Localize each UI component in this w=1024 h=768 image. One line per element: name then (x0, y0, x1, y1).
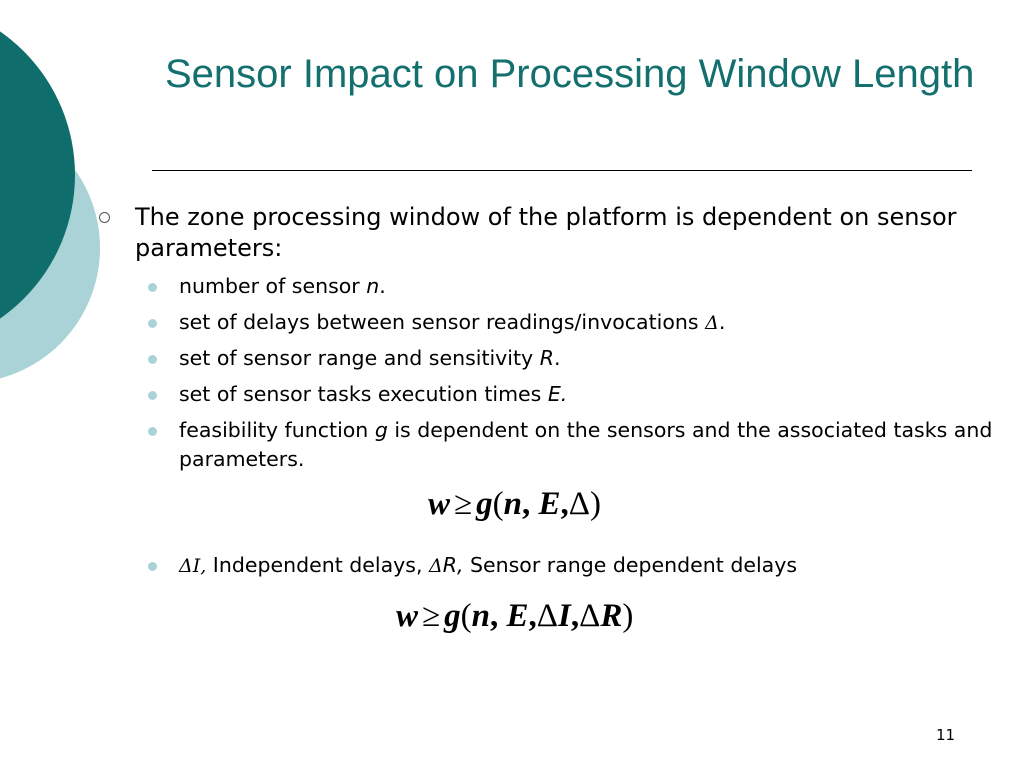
page-number: 11 (936, 726, 956, 744)
dot-bullet-icon (148, 283, 157, 292)
sub-bullet-sensor-count (179, 272, 1009, 301)
sub-bullet-delays (179, 308, 1009, 338)
eq-close-paren: ) (622, 598, 634, 634)
sub-bullet-end: . (379, 274, 386, 298)
variable-R: R (539, 346, 554, 370)
hollow-circle-bullet-icon (99, 212, 110, 223)
dot-bullet-icon (148, 391, 157, 400)
title-divider (152, 170, 972, 171)
sub-bullet-text: feasibility function (179, 418, 375, 442)
eq-geq: ≥ (422, 598, 441, 634)
sub-bullet-text: set of sensor tasks execution times (179, 382, 548, 406)
eq-var-w: w (396, 598, 419, 634)
eq-comma: , (490, 598, 499, 634)
eq-geq: ≥ (454, 486, 473, 522)
delta-I-symbol: ΔI, (179, 555, 207, 577)
slide-title: Sensor Impact on Processing Window Length (165, 52, 975, 96)
eq-open-paren: ( (492, 486, 504, 522)
eq-var-E: E (538, 486, 561, 522)
equation-1 (428, 484, 601, 524)
eq-comma: , (570, 598, 580, 634)
sub-bullet-text-cont: Sensor range dependent delays (463, 553, 798, 577)
main-bullet-text: The zone processing window of the platform is dependent on sensor parameters: (135, 203, 957, 262)
eq-open-paren: ( (460, 598, 472, 634)
sub-bullet-delay-types (179, 551, 1009, 581)
eq-delta: Δ (579, 598, 601, 634)
variable-R: R, (442, 553, 464, 577)
delta-symbol: Δ (428, 555, 443, 577)
dot-bullet-icon (148, 427, 157, 436)
eq-delta: Δ (536, 598, 558, 634)
dot-bullet-icon (148, 562, 157, 571)
eq-var-w: w (428, 486, 451, 522)
eq-close-paren: ) (590, 486, 601, 522)
sub-bullet-text: set of delays between sensor readings/invocations (179, 310, 706, 334)
eq-var-g: g (444, 598, 461, 634)
eq-delta: Δ (568, 486, 590, 522)
eq-var-g: g (476, 486, 493, 522)
sub-bullet-range (179, 344, 1009, 373)
eq-var-n: n (471, 598, 490, 634)
decorative-circles (0, 0, 110, 420)
dot-bullet-icon (148, 355, 157, 364)
sub-bullet-execution-times (179, 380, 1009, 409)
sub-bullet-text: set of sensor range and sensitivity (179, 346, 540, 370)
variable-n: n (366, 274, 380, 298)
sub-bullet-end: . (718, 310, 726, 334)
sub-bullet-feasibility (179, 416, 1009, 474)
eq-var-n: n (503, 486, 522, 522)
eq-var-R: R (600, 598, 623, 634)
variable-g: g (374, 418, 388, 442)
main-bullet (135, 202, 1015, 264)
dot-bullet-icon (148, 319, 157, 328)
variable-E: E. (547, 382, 568, 406)
eq-comma: , (560, 486, 569, 522)
sub-bullet-text: number of sensor (179, 274, 367, 298)
eq-var-E: E (506, 598, 529, 634)
sub-bullet-text: Independent delays, (206, 553, 429, 577)
eq-comma: , (522, 486, 531, 522)
delta-symbol: Δ (705, 312, 719, 334)
eq-var-I: I (558, 598, 571, 634)
equation-2 (396, 596, 633, 636)
sub-bullet-end: . (553, 346, 561, 370)
eq-comma: , (528, 598, 537, 634)
sub-bullet-text-cont: is dependent on the sensors and the associated tasks and parameters. (179, 418, 993, 471)
